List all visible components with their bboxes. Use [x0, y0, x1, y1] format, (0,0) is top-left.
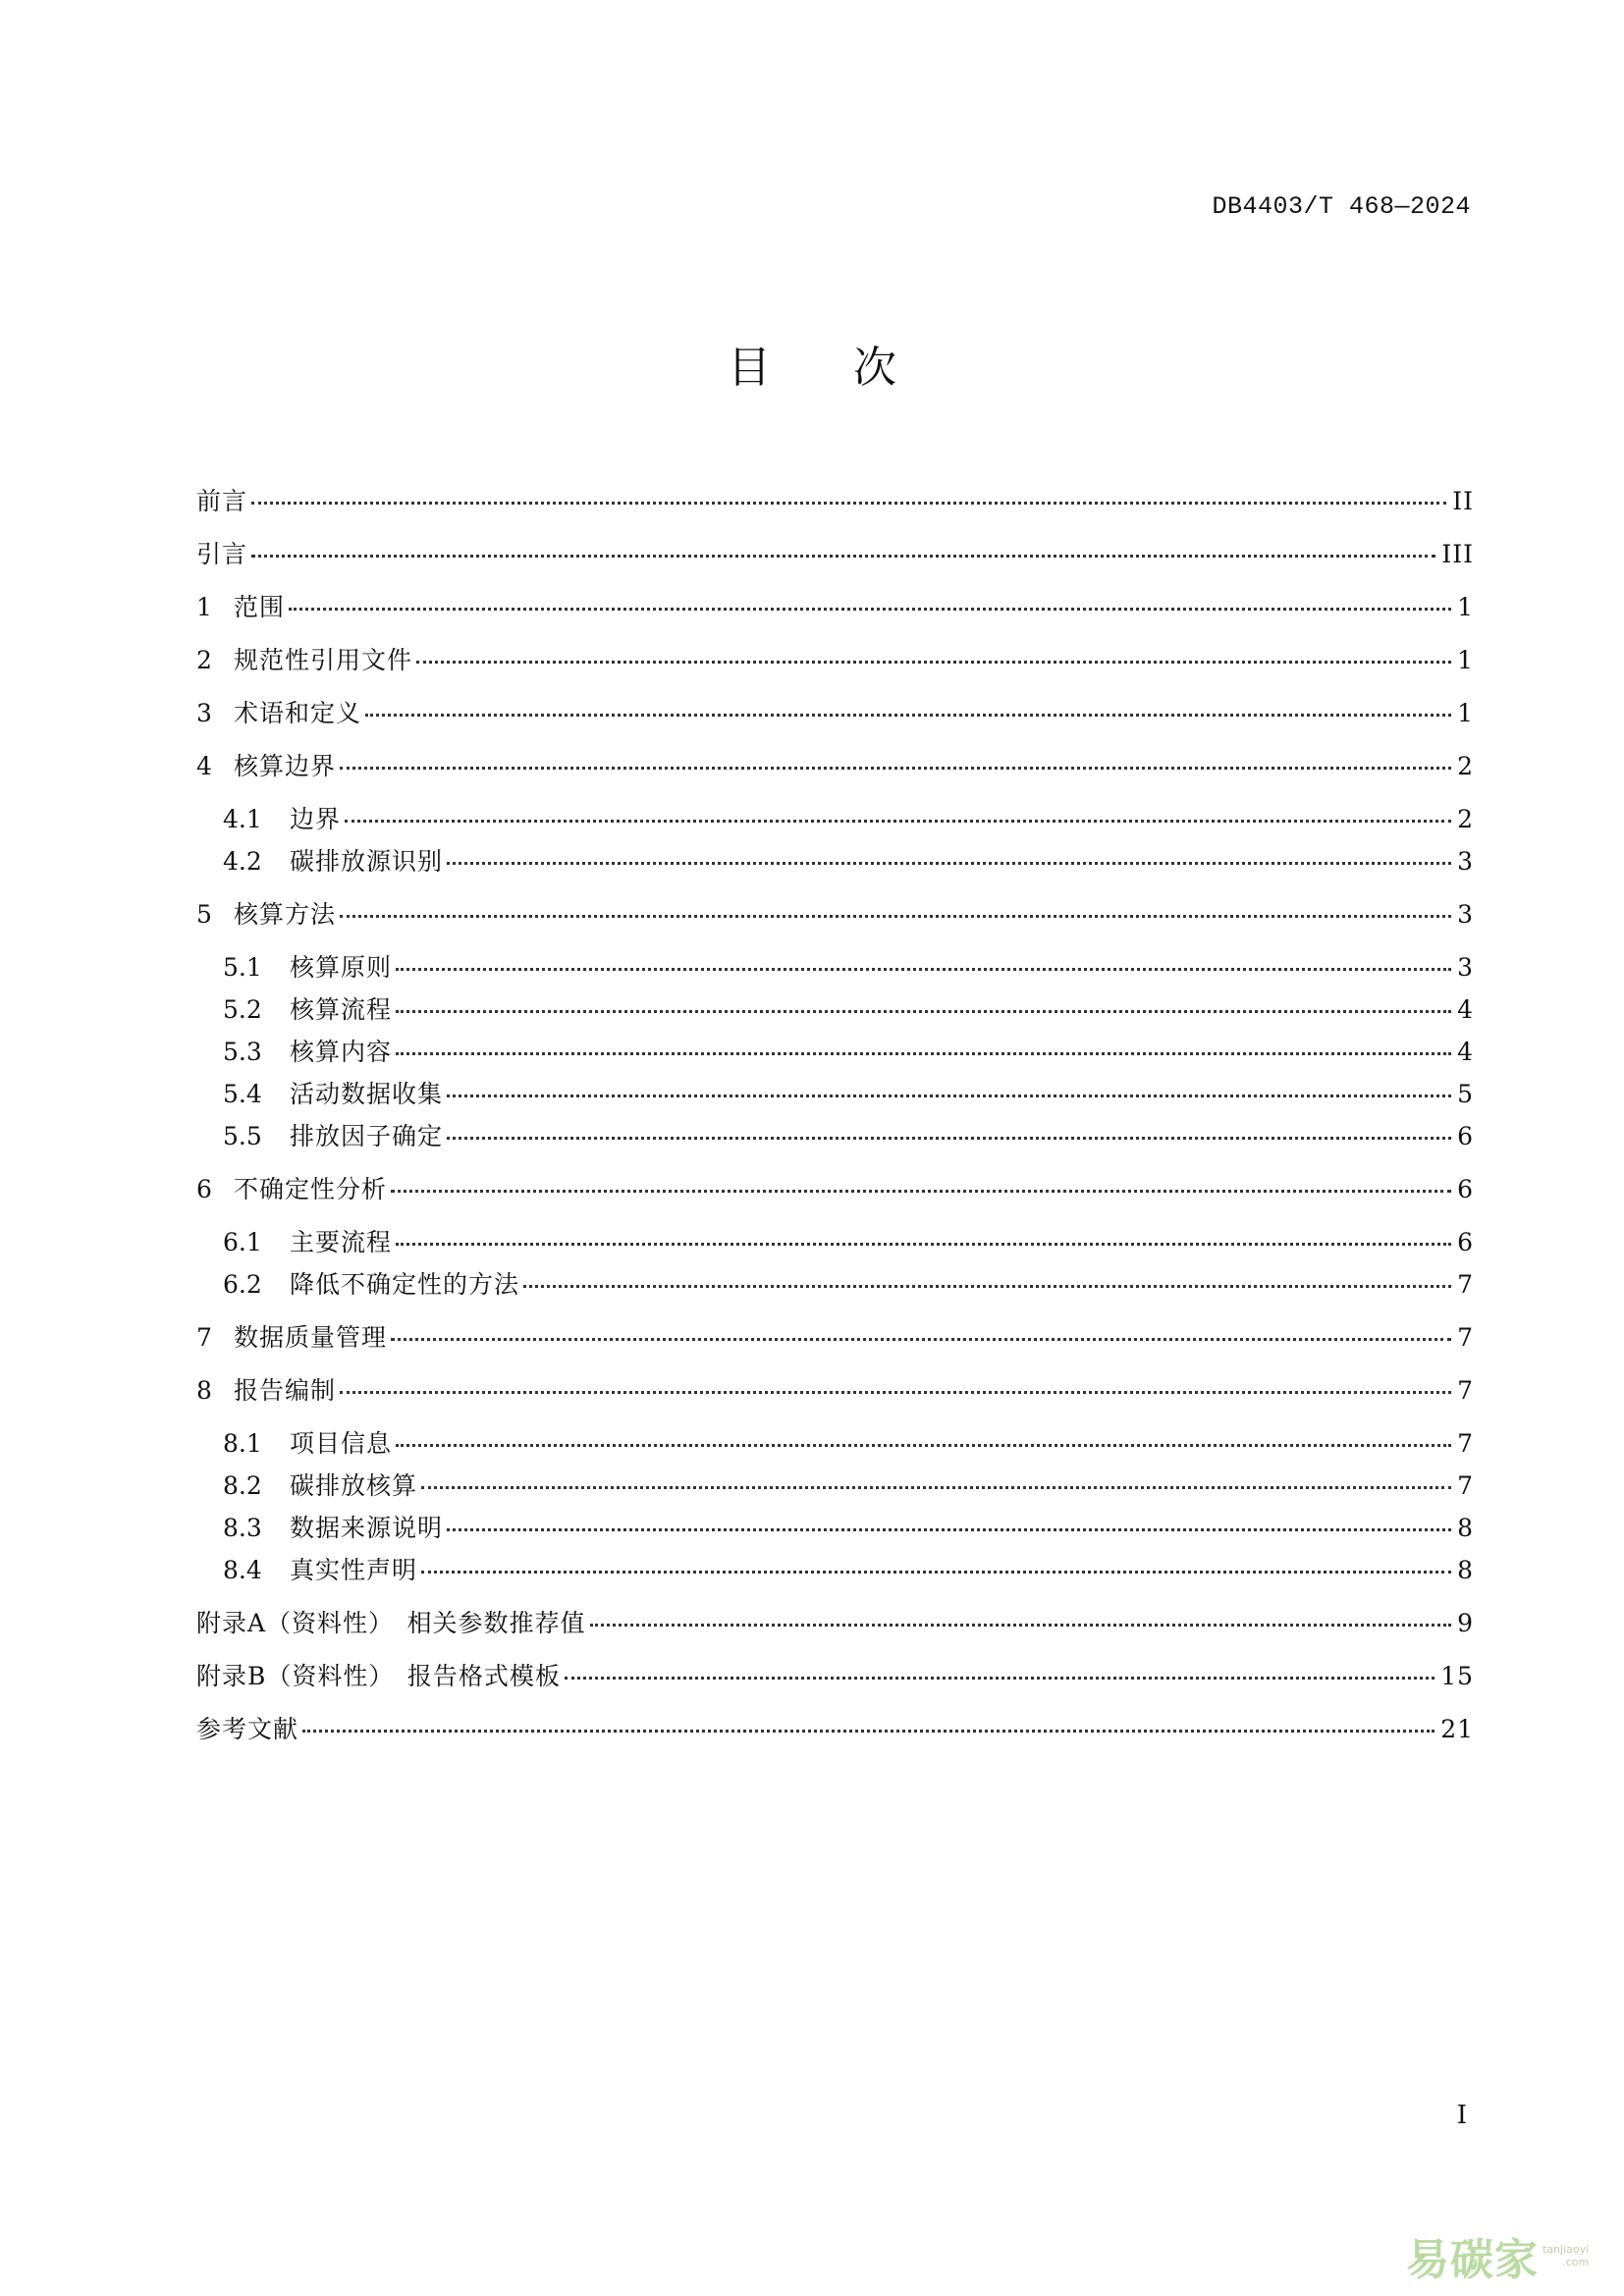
toc-entry-page: 7: [1457, 1429, 1474, 1458]
toc-entry[interactable]: [223, 1120, 1474, 1153]
page-title: 目次: [728, 343, 979, 393]
toc-entry-number: 5.5: [223, 1122, 262, 1150]
toc-entry-page: 2: [1457, 805, 1474, 833]
toc-entry[interactable]: [196, 485, 1474, 518]
toc-entry[interactable]: [223, 1427, 1474, 1461]
toc-entry-number: 5.4: [223, 1080, 262, 1108]
toc-entry-page: 3: [1457, 953, 1474, 982]
toc-dot-leader: [396, 967, 1451, 971]
toc-entry[interactable]: [196, 1607, 1474, 1640]
toc-entry-title: 附录B（资料性） 报告格式模板: [196, 1662, 561, 1690]
toc-entry-page: 6: [1457, 1175, 1474, 1203]
toc-entry-title: 项目信息: [290, 1429, 393, 1458]
toc-entry[interactable]: [223, 845, 1474, 879]
toc-dot-leader: [251, 554, 1435, 558]
watermark-logo-text: 易碳家: [1406, 2235, 1539, 2285]
toc-dot-leader: [396, 1009, 1451, 1013]
toc-entry-title: 活动数据收集: [290, 1080, 444, 1108]
toc-entry-title: 数据质量管理: [234, 1323, 388, 1352]
toc-entry-title: 核算原则: [290, 953, 393, 982]
toc-entry-title: 排放因子确定: [290, 1122, 444, 1150]
watermark-site-line1: tanjiaoyi: [1543, 2243, 1590, 2256]
toc-entry-number: 5.1: [223, 953, 262, 982]
toc-entry-page: 3: [1457, 847, 1474, 876]
toc-entry-number: 2: [196, 646, 212, 674]
toc-dot-leader: [421, 1485, 1451, 1489]
toc-entry[interactable]: [223, 1268, 1474, 1302]
toc-dot-leader: [447, 1136, 1451, 1140]
toc-dot-leader: [447, 1527, 1451, 1531]
toc-entry-number: 8: [196, 1376, 212, 1405]
toc-entry[interactable]: [223, 1226, 1474, 1259]
toc-entry-number: 5: [196, 900, 212, 929]
toc-dot-leader: [391, 1189, 1451, 1193]
toc-entry-number: 5.2: [223, 995, 262, 1024]
toc-entry-page: II: [1452, 487, 1474, 515]
toc-dot-leader: [251, 501, 1446, 505]
toc-dot-leader: [447, 1094, 1451, 1097]
toc-entry-page: 6: [1457, 1122, 1474, 1150]
toc-entry-title: 附录A（资料性） 相关参数推荐值: [196, 1609, 586, 1637]
watermark-logo: [1406, 2226, 1612, 2285]
toc-entry-number: 6: [196, 1175, 212, 1203]
toc-entry-number: 6.1: [223, 1228, 262, 1256]
toc-entry-title: 核算方法: [234, 900, 337, 929]
page-number: I: [1456, 2101, 1467, 2130]
toc-dot-leader: [391, 1337, 1451, 1341]
toc-entry-page: 4: [1457, 1038, 1474, 1066]
toc-entry-page: 4: [1457, 995, 1474, 1024]
toc-dot-leader: [590, 1623, 1452, 1627]
toc-entry[interactable]: [196, 591, 1474, 624]
toc-entry-page: 8: [1457, 1556, 1474, 1584]
toc-dot-leader: [302, 1729, 1435, 1733]
toc-entry[interactable]: [196, 1660, 1474, 1693]
toc-entry[interactable]: [223, 1036, 1474, 1069]
toc-entry-title: 前言: [196, 487, 248, 515]
toc-dot-leader: [565, 1676, 1435, 1680]
toc-entry-page: 1: [1457, 646, 1474, 674]
toc-dot-leader: [396, 1051, 1451, 1055]
toc-dot-leader: [447, 861, 1451, 865]
toc-entry-title: 报告编制: [234, 1376, 337, 1405]
watermark-site: [1543, 2243, 1589, 2269]
toc-dot-leader: [345, 819, 1451, 823]
toc-dot-leader: [340, 914, 1451, 918]
toc-entry-title: 参考文献: [196, 1715, 299, 1743]
toc-entry-title: 碳排放源识别: [290, 847, 444, 876]
toc-entry-page: 6: [1457, 1228, 1474, 1256]
toc-entry-title: 降低不确定性的方法: [290, 1270, 520, 1299]
toc-entry[interactable]: [196, 1374, 1474, 1408]
toc-entry[interactable]: [196, 1321, 1474, 1355]
toc-entry-title: 核算流程: [290, 995, 393, 1024]
toc-entry-number: 7: [196, 1323, 212, 1352]
toc-dot-leader: [421, 1570, 1451, 1574]
toc-entry-number: 4.1: [223, 805, 262, 833]
watermark-site-line2: .com: [1562, 2256, 1590, 2269]
document-code: DB4403/T 468—2024: [1212, 192, 1471, 221]
toc-entry-page: 7: [1457, 1270, 1474, 1299]
toc-entry-number: 6.2: [223, 1270, 262, 1299]
toc-dot-leader: [396, 1242, 1451, 1246]
toc-dot-leader: [289, 607, 1451, 611]
toc-entry-page: III: [1441, 540, 1474, 568]
toc-entry-title: 边界: [290, 805, 342, 833]
toc-entry-page: 2: [1457, 752, 1474, 780]
toc-entry-page: 5: [1457, 1080, 1474, 1108]
toc-entry-number: 3: [196, 699, 212, 727]
toc-entry-page: 21: [1440, 1715, 1474, 1743]
toc-entry-title: 核算边界: [234, 752, 337, 780]
toc-dot-leader: [365, 713, 1451, 717]
toc-entry-number: 8.2: [223, 1471, 262, 1500]
toc-entry-number: 4: [196, 752, 212, 780]
toc-entry-title: 核算内容: [290, 1038, 393, 1066]
toc-entry[interactable]: [196, 898, 1474, 932]
toc-entry-page: 7: [1457, 1323, 1474, 1352]
toc-dot-leader: [340, 766, 1451, 770]
toc-entry[interactable]: [196, 697, 1474, 730]
toc-entry-title: 碳排放核算: [290, 1471, 418, 1500]
toc-entry-number: 1: [196, 593, 212, 621]
toc-entry-page: 15: [1440, 1662, 1474, 1690]
toc-entry-page: 7: [1457, 1376, 1474, 1405]
toc-entry[interactable]: [196, 750, 1474, 783]
toc-entry[interactable]: [223, 803, 1474, 836]
toc-entry-title: 真实性声明: [290, 1556, 418, 1584]
toc-dot-leader: [396, 1443, 1451, 1447]
toc-entry-page: 1: [1457, 699, 1474, 727]
toc-entry[interactable]: [196, 1713, 1474, 1746]
toc-entry-title: 术语和定义: [234, 699, 362, 727]
toc-entry-title: 不确定性分析: [234, 1175, 388, 1203]
toc-entry-number: 8.3: [223, 1514, 262, 1542]
toc-entry[interactable]: [223, 1078, 1474, 1111]
toc-entry[interactable]: [223, 951, 1474, 985]
toc-entry-page: 9: [1457, 1609, 1474, 1637]
toc-entry[interactable]: [223, 1469, 1474, 1503]
toc-entry[interactable]: [223, 993, 1474, 1027]
toc-entry-page: 1: [1457, 593, 1474, 621]
toc-dot-leader: [340, 1390, 1451, 1394]
toc-entry[interactable]: [223, 1512, 1474, 1545]
toc-entry[interactable]: [196, 644, 1474, 677]
toc-entry-title: 范围: [234, 593, 286, 621]
toc-dot-leader: [416, 660, 1451, 664]
toc-entry-page: 8: [1457, 1514, 1474, 1542]
toc-entry-title: 规范性引用文件: [234, 646, 413, 674]
toc-entry[interactable]: [196, 538, 1474, 571]
toc-entry-number: 8.1: [223, 1429, 262, 1458]
toc-entry[interactable]: [196, 1173, 1474, 1206]
toc-entry-page: 3: [1457, 900, 1474, 929]
toc-entry-title: 主要流程: [290, 1228, 393, 1256]
toc-entry-number: 5.3: [223, 1038, 262, 1066]
toc-entry-number: 4.2: [223, 847, 262, 876]
toc-dot-leader: [523, 1284, 1451, 1288]
toc-entry-title: 数据来源说明: [290, 1514, 444, 1542]
toc-entry-page: 7: [1457, 1471, 1474, 1500]
toc-entry-title: 引言: [196, 540, 248, 568]
toc-entry[interactable]: [223, 1554, 1474, 1587]
toc-entry-number: 8.4: [223, 1556, 262, 1584]
